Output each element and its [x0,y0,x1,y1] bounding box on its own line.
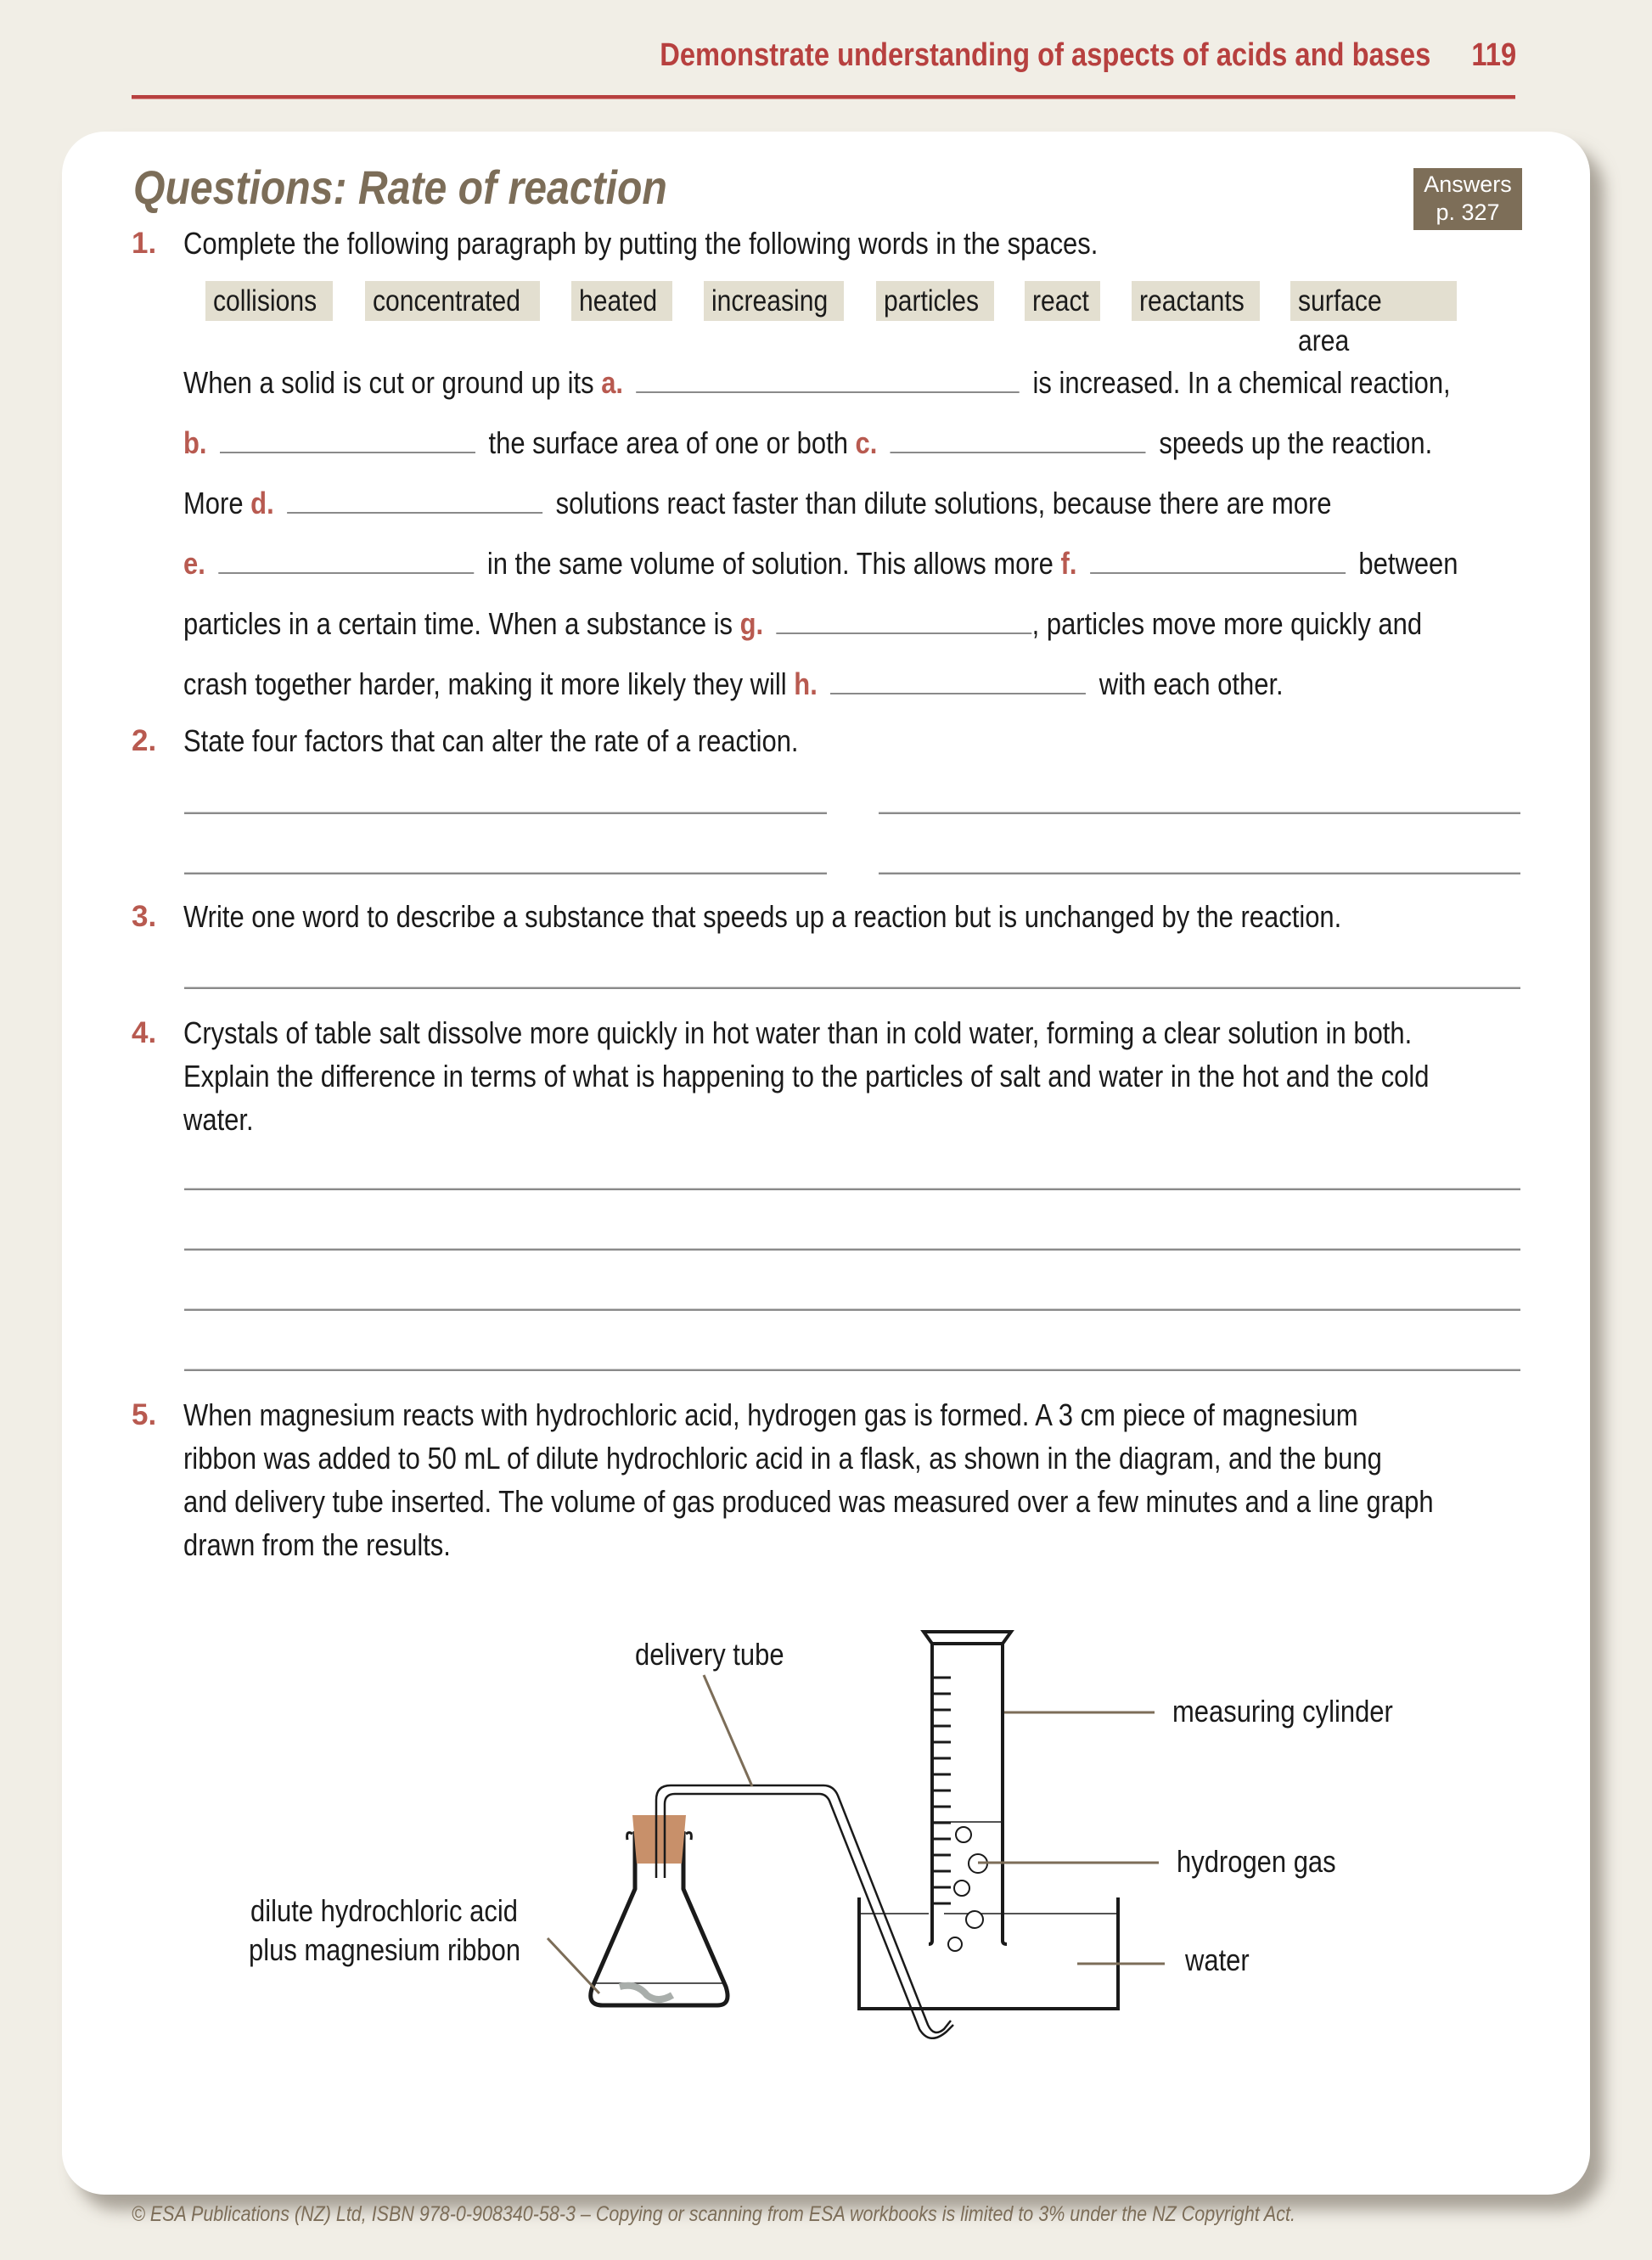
page-title: Questions: Rate of reaction [133,160,667,214]
flask-lip-left [627,1833,632,1840]
gas-bubble [954,1881,969,1896]
gas-bubble [956,1827,971,1842]
blank-label-a: a. [601,365,624,400]
question-number-3: 3. [132,900,157,933]
label-hydrogen-gas: hydrogen gas [1177,1844,1336,1879]
word-bank-item: react [1025,281,1100,321]
label-measuring-cylinder: measuring cylinder [1172,1694,1393,1729]
question-number-5: 5. [132,1398,157,1431]
page-number: 119 [1471,37,1516,73]
question-5-prompt-line: When magnesium reacts with hydrochloric acid, hydrogen gas is formed. A 3 cm piece of magnesium [183,1397,1358,1432]
paragraph-line-2: b. the surface area of one or both c. speeds up the reaction. [183,425,1433,460]
word-bank-item: surface area [1290,281,1457,321]
blank-label-b: b. [183,425,207,460]
answers-badge-page: p. 327 [1436,200,1500,225]
cylinder-graduations [932,1678,951,1903]
question-4-prompt-line: Crystals of table salt dissolve more quickly in hot water than in cold water, forming a clear solution in both. [183,1015,1413,1050]
gas-bubble [966,1911,983,1928]
label-water: water [1185,1942,1250,1977]
delivery-tube [656,1785,953,2038]
label-flask-contents-line2: plus magnesium ribbon [249,1932,521,1967]
question-4-prompt-line: water. [183,1102,254,1137]
gas-bubbles [948,1827,987,1951]
question-5-prompt-line: ribbon was added to 50 mL of dilute hydrochloric acid in a flask, as shown in the diagram, and the bung [183,1441,1382,1476]
section-title: Demonstrate understanding of aspects of acids and bases [660,37,1431,73]
question-1-prompt: Complete the following paragraph by putting the following words in the spaces. [183,226,1099,261]
paragraph-line-1: When a solid is cut or ground up its a. is increased. In a chemical reaction, [183,365,1451,400]
question-5-prompt-line: drawn from the results. [183,1527,451,1562]
word-bank-item: collisions [205,281,333,321]
question-5-prompt-line: and delivery tube inserted. The volume of gas produced was measured over a few minutes and a line graph [183,1484,1434,1519]
bung [632,1815,686,1864]
blank-label-h: h. [794,666,818,701]
label-delivery-tube: delivery tube [635,1637,784,1672]
blank-label-d: d. [250,486,274,520]
flask-lip-right [686,1833,691,1840]
paragraph-line-4: e. in the same volume of solution. This allows more f. between [183,546,1458,581]
leader-delivery-tube [704,1675,752,1786]
paragraph-line-3: More d. solutions react faster than dilute solutions, because there are more [183,486,1332,520]
blank-label-f: f. [1060,546,1077,581]
paragraph-line-5: particles in a certain time. When a substance is g. , particles move more quickly and [183,606,1423,641]
question-3-prompt: Write one word to describe a substance that speeds up a reaction but is unchanged by the reaction. [183,899,1342,934]
blank-label-g: g. [739,606,764,641]
question-number-4: 4. [132,1016,157,1049]
question-number-1: 1. [132,227,157,260]
question-number-2: 2. [132,724,157,757]
word-bank-item: reactants [1132,281,1260,321]
blank-label-c: c. [855,425,878,460]
word-bank-item: concentrated [365,281,540,321]
question-4-prompt-line: Explain the difference in terms of what is happening to the particles of salt and water in the hot and the cold [183,1059,1430,1093]
question-2-prompt: State four factors that can alter the rate of a reaction. [183,723,799,758]
word-bank-item: heated [571,281,672,321]
magnesium-ribbon [620,1986,672,1999]
word-bank-item: increasing [704,281,844,321]
label-flask-contents-line1: dilute hydrochloric acid [250,1893,518,1928]
paragraph-line-6: crash together harder, making it more likely they will h. with each other. [183,666,1284,701]
word-bank-item: particles [876,281,994,321]
gas-bubble [948,1937,962,1951]
answers-badge-label: Answers [1424,171,1512,197]
blank-label-e: e. [183,546,205,581]
copyright-footer: © ESA Publications (NZ) Ltd, ISBN 978-0-908340-58-3 – Copying or scanning from ESA workbooks is limited to 3% under the NZ Copyright Act. [132,2202,1295,2226]
